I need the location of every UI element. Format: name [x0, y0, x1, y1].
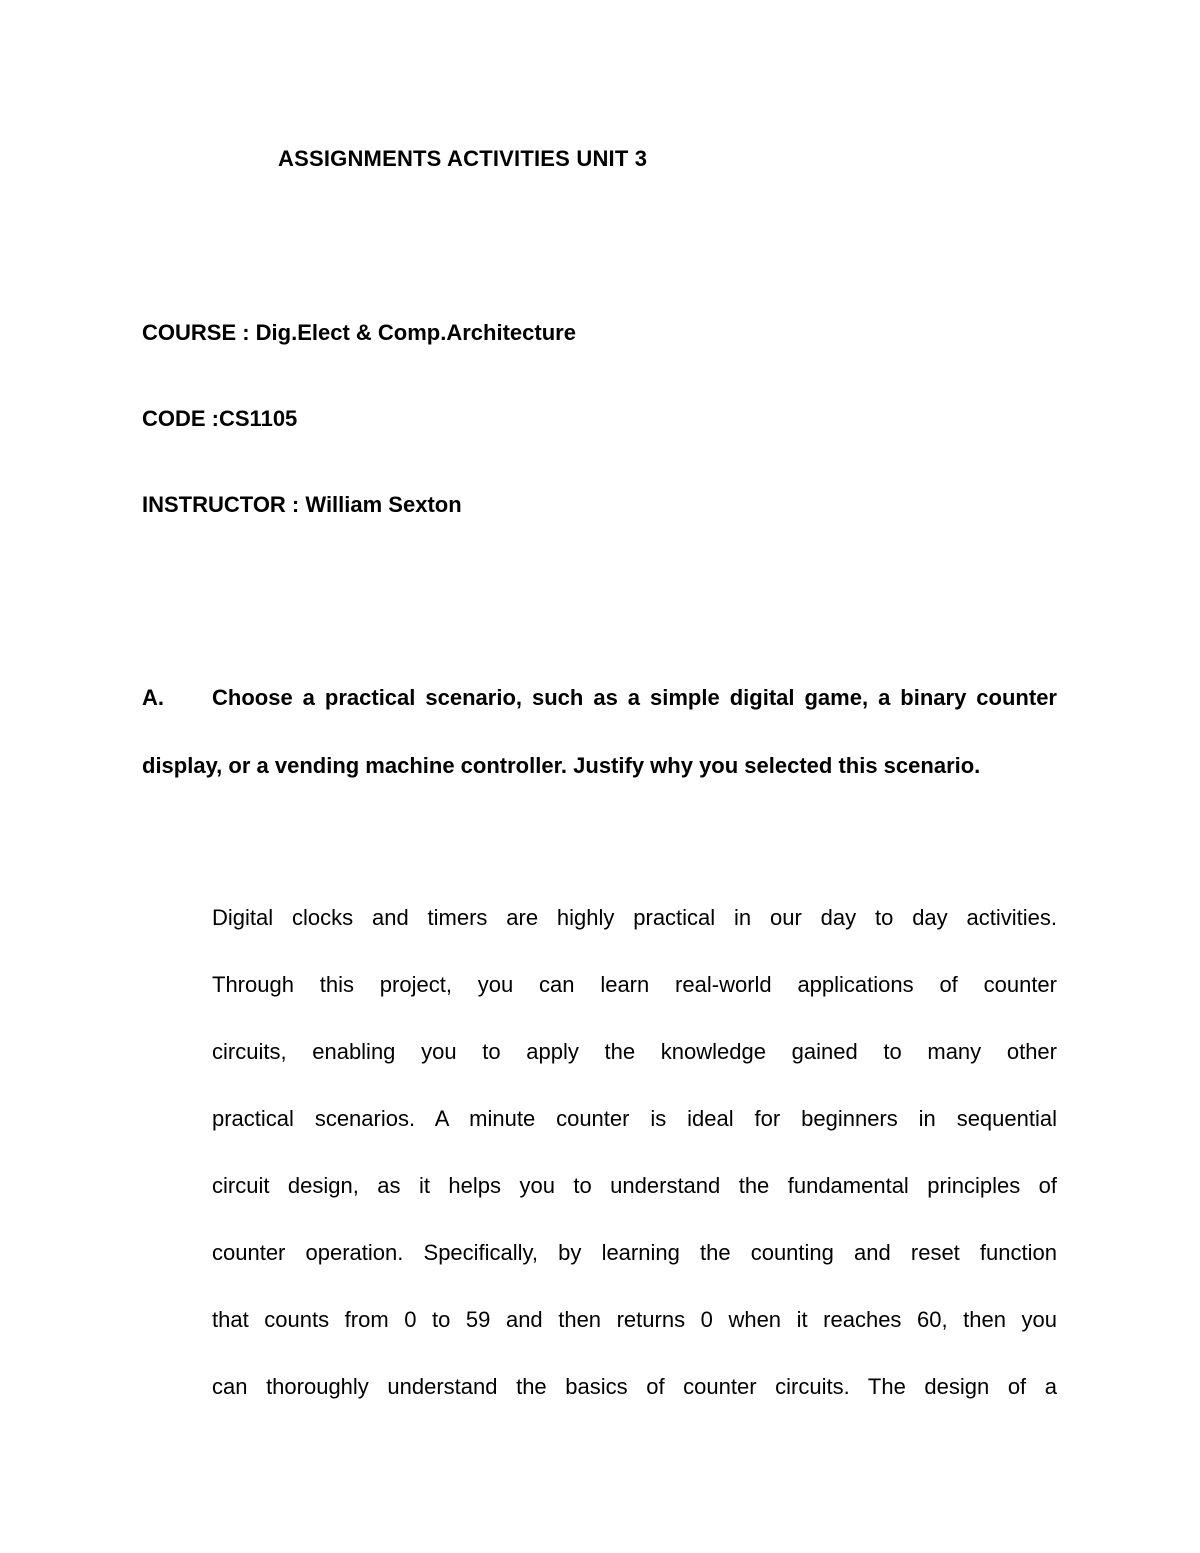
instructor-line: INSTRUCTOR : William Sexton: [142, 492, 462, 517]
answer-line: that counts from 0 to 59 and then returns 0 when it reaches 60, then you: [212, 1307, 1057, 1332]
course-line: COURSE : Dig.Elect & Comp.Architecture: [142, 320, 576, 345]
answer-line: circuit design, as it helps you to understand the fundamental principles of: [212, 1173, 1057, 1198]
answer-a: [212, 884, 1057, 1420]
document-title: ASSIGNMENTS ACTIVITIES UNIT 3: [278, 146, 648, 171]
answer-line: Digital clocks and timers are highly practical in our day to day activities.: [212, 905, 1057, 930]
question-a-marker: A.: [142, 685, 164, 710]
code-line: CODE :CS1105: [142, 406, 298, 431]
question-a-text: Choose a practical scenario, such as a simple digital game, a binary counter display, or a vending machine controller. Justify why you selected this scenario.: [142, 685, 1057, 778]
answer-line: counter operation. Specifically, by learning the counting and reset function: [212, 1240, 1057, 1265]
answer-line: practical scenarios. A minute counter is ideal for beginners in sequential: [212, 1106, 1057, 1131]
answer-line: Through this project, you can learn real-world applications of counter: [212, 972, 1057, 997]
answer-line: can thoroughly understand the basics of counter circuits. The design of a: [212, 1374, 1057, 1399]
answer-line: circuits, enabling you to apply the knowledge gained to many other: [212, 1039, 1057, 1064]
question-a: [142, 664, 1057, 799]
